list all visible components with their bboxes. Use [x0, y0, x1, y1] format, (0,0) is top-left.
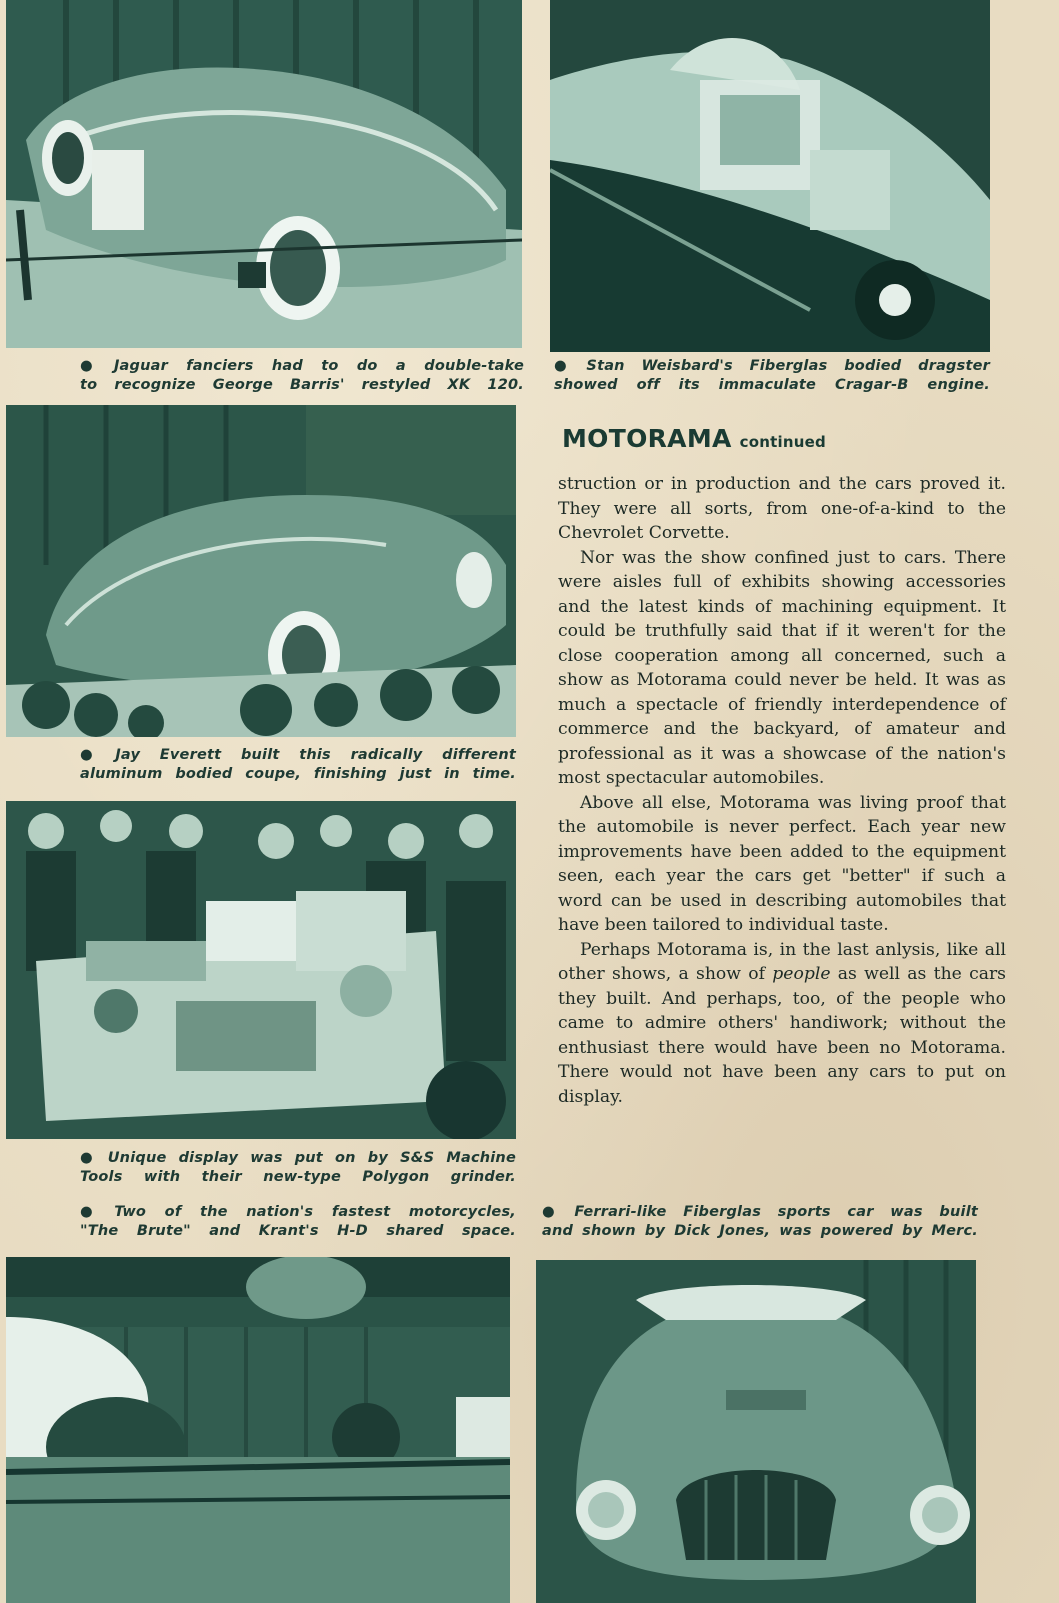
photo-coupe: [6, 405, 516, 737]
photo-motorcycles: [6, 1257, 510, 1603]
caption-machine: ● Unique display was put on by S&S Machine Tools with their new-type Polygon grinder.: [80, 1150, 516, 1185]
photo-dragster: [550, 0, 990, 352]
headline-title: MOTORAMA: [562, 424, 732, 453]
headline-continued: continued: [739, 433, 826, 451]
article-paragraph-2: Nor was the show confined just to cars. There were aisles full of exhibits showing accessories and the latest kinds of machining equipment. It could be truthfully said that if it weren't for the close cooperation among all concerned, such a show as Motorama could never be held. It was as much a spectacle of friendly interdependence of commerce and the backyard, of amateur and professional as it was a showcase of the nation's most spectacular automobiles.: [558, 547, 1006, 788]
photo-machine-display: [6, 801, 516, 1139]
article-paragraph-1: struction or in production and the cars proved it. They were all sorts, from one-of-a-kind to the Chevrolet Corvette.: [558, 474, 1006, 543]
photo-jaguar: [6, 0, 522, 348]
article-body: [558, 472, 1006, 1109]
article-headline: [562, 424, 826, 453]
caption-coupe: ● Jay Everett built this radically different aluminum bodied coupe, finishing just in time.: [80, 747, 516, 782]
caption-ferrari: ● Ferrari-like Fiberglas sports car was built and shown by Dick Jones, was powered by Merc.: [542, 1204, 979, 1239]
article-paragraph-4: Perhaps Motorama is, in the last anlysis, like all other shows, a show of people as well as the cars they built. And perhaps, too, of the people who came to admire others' handiwork; without the enthusiast there would have been no Motorama. There would not have been any cars to put on display.: [558, 939, 1007, 1107]
caption-jaguar: ● Jaguar fanciers had to do a double-take to recognize George Barris' restyled XK 120.: [80, 358, 524, 393]
article-paragraph-3: Above all else, Motorama was living proof that the automobile is never perfect. Each year new improvements have been added to the equipment seen, each year the cars get "better" if such a word can be used in describing automobiles that have been tailored to individual taste.: [558, 792, 1006, 935]
photo-ferrari-like-car: [536, 1260, 976, 1603]
caption-motorcycles: ● Two of the nation's fastest motorcycles, "The Brute" and Krant's H-D shared space.: [80, 1204, 516, 1239]
caption-dragster: ● Stan Weisbard's Fiberglas bodied dragster showed off its immaculate Cragar-B engine.: [554, 358, 990, 393]
